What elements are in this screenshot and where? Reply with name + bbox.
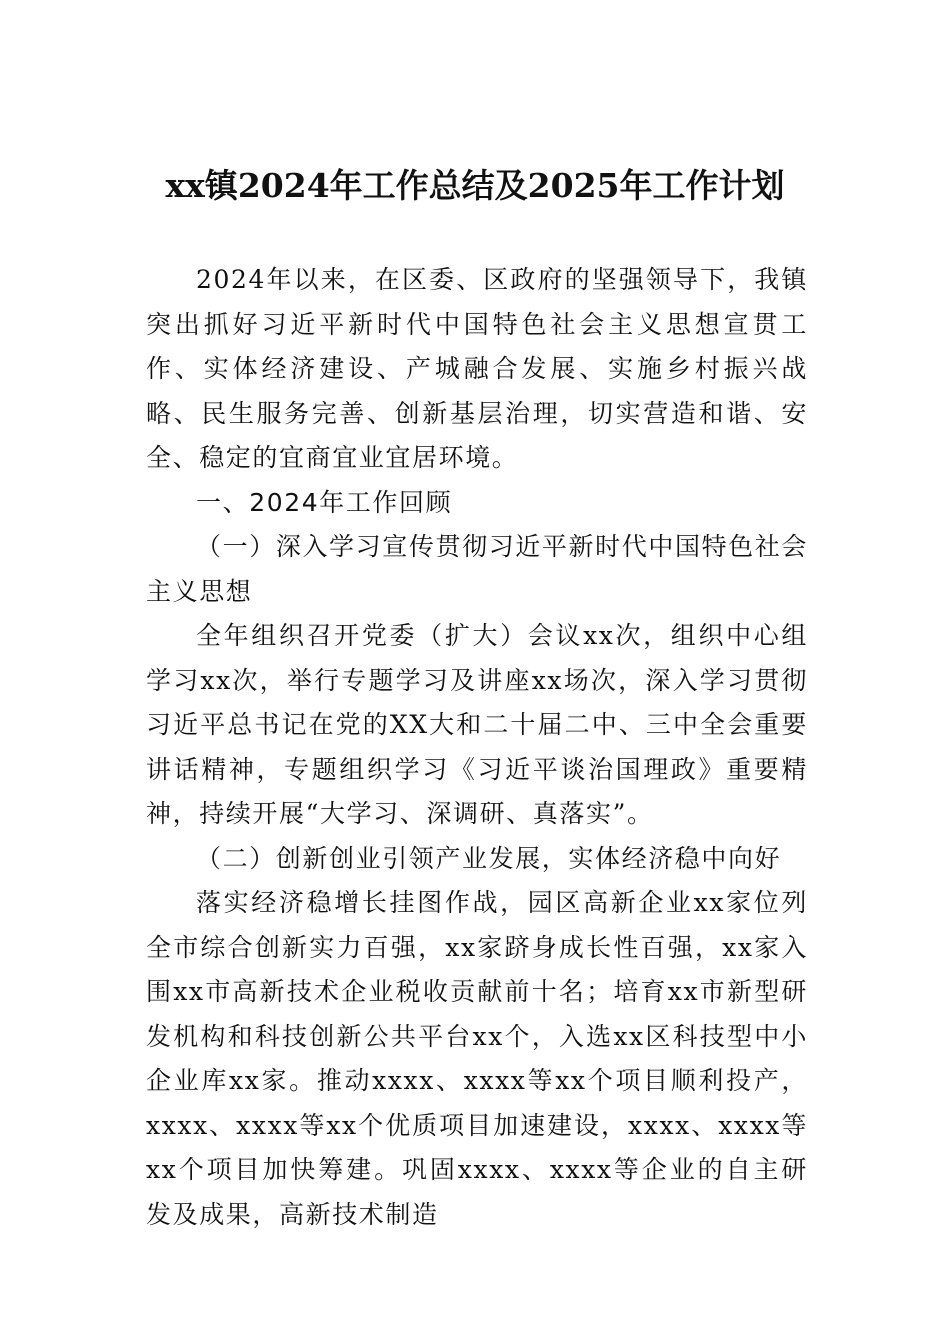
subsection-heading: （一）深入学习宣传贯彻习近平新时代中国特色社会主义思想	[146, 532, 808, 606]
document-title: xx镇2024年工作总结及2025年工作计划	[165, 166, 785, 205]
section-heading: 一、2024年工作回顾	[196, 487, 453, 517]
paragraph: 全年组织召开党委（扩大）会议xx次，组织中心组学习xx次，举行专题学习及讲座xx场次，深入学习贯彻习近平总书记在党的XX大和二十届二中、三中全会重要讲话精神，专题组织学习《习近平谈治国理政》重要精神，持续开展“大学习、深调研、真落实”。	[146, 621, 808, 828]
document-body	[146, 258, 808, 1237]
subsection-heading: （二）创新创业引领产业发展，实体经济稳中向好	[196, 843, 782, 873]
intro-paragraph: 2024年以来，在区委、区政府的坚强领导下，我镇突出抓好习近平新时代中国特色社会主义思想宣贯工作、实体经济建设、产城融合发展、实施乡村振兴战略、民生服务完善、创新基层治理，切实营造和谐、安全、稳定的宜商宜业宜居环境。	[146, 265, 808, 472]
paragraph: 落实经济稳增长挂图作战，园区高新企业xx家位列全市综合创新实力百强，xx家跻身成长性百强，xx家入围xx市高新技术企业税收贡献前十名；培育xx市新型研发机构和科技创新公共平台xx个，入选xx区科技型中小企业库xx家。推动xxxx、xxxx等xx个项目顺利投产，xxxx、xxxx等xx个优质项目加速建设，xxxx、xxxx等xx个项目加快筹建。巩固xxxx、xxxx等企业的自主研发及成果，高新技术制造	[146, 888, 808, 1229]
